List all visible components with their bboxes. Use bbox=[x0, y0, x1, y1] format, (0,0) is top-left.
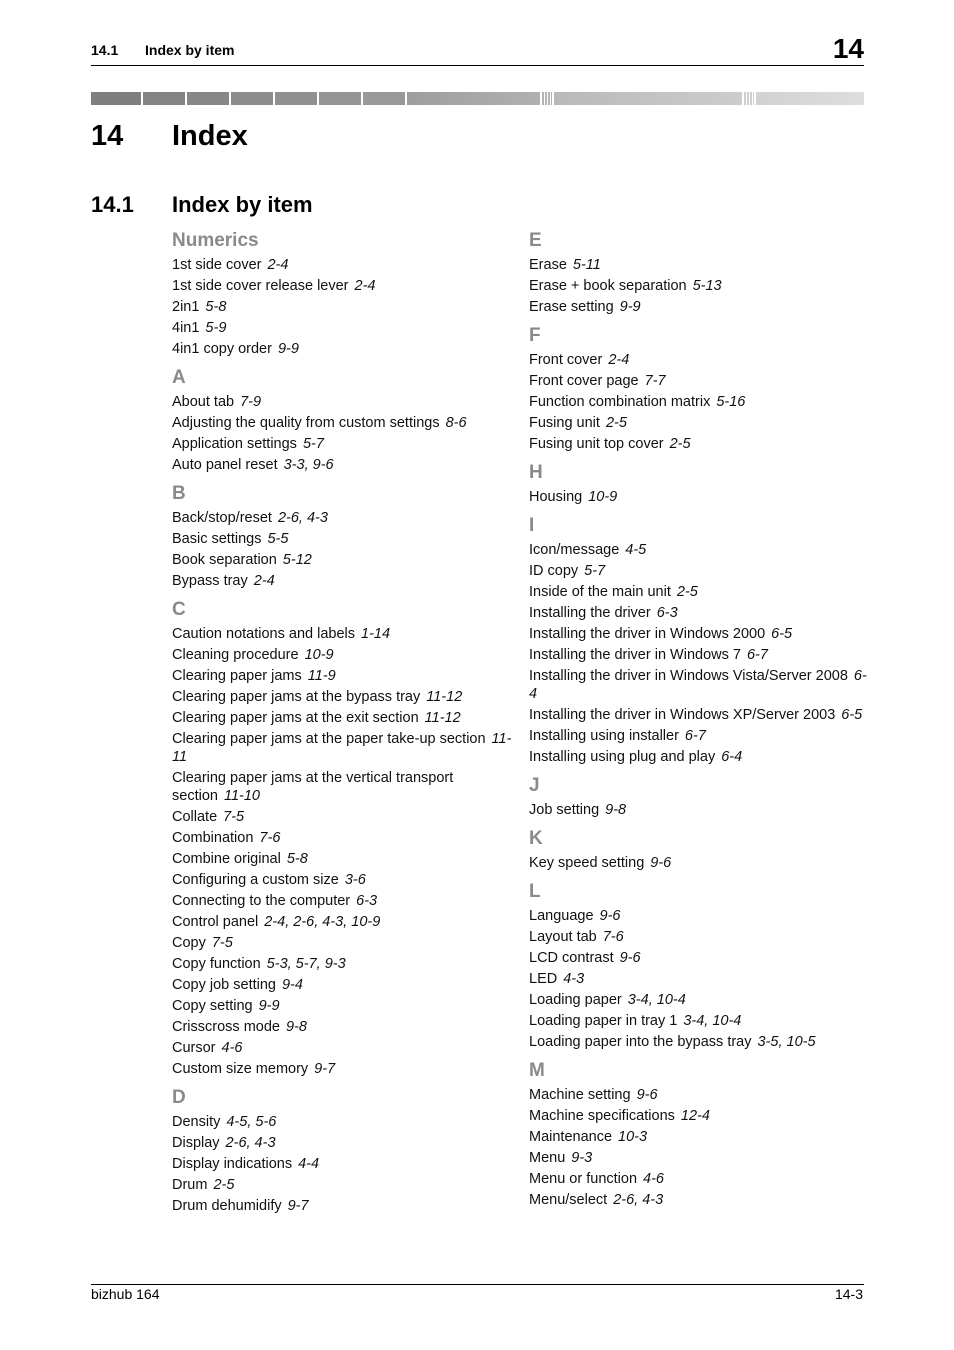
index-page-ref[interactable]: 4-4 bbox=[298, 1155, 320, 1172]
index-term: Configuring a custom size bbox=[172, 871, 339, 888]
index-entry bbox=[529, 296, 869, 317]
bar-segment bbox=[363, 92, 407, 105]
index-term: Copy setting bbox=[172, 997, 253, 1014]
index-group bbox=[529, 323, 869, 454]
index-entry bbox=[172, 412, 512, 433]
index-page-ref[interactable]: 9-4 bbox=[281, 976, 303, 993]
index-page-ref[interactable]: 5-11 bbox=[572, 256, 601, 273]
index-entry bbox=[172, 911, 512, 932]
index-entry bbox=[529, 926, 869, 947]
index-page-ref[interactable]: 10-9 bbox=[304, 646, 334, 663]
index-term: Copy job setting bbox=[172, 976, 276, 993]
index-entry bbox=[529, 391, 869, 412]
index-term: Copy bbox=[172, 934, 206, 951]
index-letter-heading: B bbox=[172, 483, 186, 504]
chapter-number: 14 bbox=[91, 120, 124, 152]
index-term: Custom size memory bbox=[172, 1060, 309, 1077]
footer-product: bizhub 164 bbox=[91, 1286, 160, 1302]
index-page-ref[interactable]: 7-5 bbox=[223, 808, 245, 825]
index-entry bbox=[529, 349, 869, 370]
index-entry bbox=[172, 848, 512, 869]
index-page-ref[interactable]: 2-5 bbox=[676, 583, 698, 600]
index-page-ref[interactable]: 3-4, 10-4 bbox=[627, 991, 686, 1008]
index-term: Drum dehumidify bbox=[172, 1197, 282, 1214]
index-term: Combine original bbox=[172, 850, 281, 867]
index-page-ref[interactable]: 2-6, 4-3 bbox=[613, 1191, 664, 1208]
index-entry bbox=[529, 1189, 869, 1210]
index-term: Language bbox=[529, 907, 594, 924]
bar-segment bbox=[275, 92, 319, 105]
index-page-ref[interactable]: 9-8 bbox=[285, 1018, 307, 1035]
bar-segment bbox=[143, 92, 187, 105]
index-page-ref[interactable]: 5-8 bbox=[286, 850, 308, 867]
index-page-ref[interactable]: 2-6, 4-3 bbox=[277, 509, 328, 526]
index-page-ref[interactable]: 4-6 bbox=[221, 1039, 243, 1056]
index-term: Erase setting bbox=[529, 298, 614, 315]
index-group bbox=[529, 460, 869, 507]
index-page-ref[interactable]: 6-4 bbox=[529, 667, 867, 702]
index-entry bbox=[172, 1195, 512, 1216]
index-page-ref[interactable]: 2-4 bbox=[267, 256, 289, 273]
index-entry bbox=[172, 623, 512, 644]
index-term: Display bbox=[172, 1134, 220, 1151]
index-entry bbox=[172, 1016, 512, 1037]
index-term: Collate bbox=[172, 808, 218, 825]
index-entry bbox=[172, 317, 512, 338]
index-term: Front cover page bbox=[529, 372, 639, 389]
index-entry bbox=[529, 1031, 869, 1052]
index-page-ref[interactable]: 11-12 bbox=[424, 709, 461, 726]
bar-segment bbox=[407, 92, 542, 105]
index-page-ref[interactable]: 10-3 bbox=[618, 1128, 648, 1145]
index-term: LCD contrast bbox=[529, 949, 614, 966]
running-header bbox=[91, 42, 234, 58]
index-entry bbox=[529, 704, 869, 725]
index-page-ref[interactable]: 6-7 bbox=[746, 646, 768, 663]
index-entry bbox=[172, 974, 512, 995]
index-entry bbox=[529, 746, 869, 767]
index-entry bbox=[172, 338, 512, 359]
index-group bbox=[529, 1058, 869, 1210]
index-entry bbox=[529, 433, 869, 454]
index-term: Connecting to the computer bbox=[172, 892, 351, 909]
index-page-ref[interactable]: 2-4 bbox=[608, 351, 630, 368]
bar-segment bbox=[542, 92, 554, 105]
section-title bbox=[91, 191, 313, 219]
index-page-ref[interactable]: 5-7 bbox=[584, 562, 606, 579]
index-page-ref[interactable]: 9-9 bbox=[277, 340, 299, 357]
index-entry bbox=[172, 707, 512, 728]
bar-segment bbox=[187, 92, 231, 105]
index-term: Clearing paper jams at the exit section bbox=[172, 709, 419, 726]
index-term: Cursor bbox=[172, 1039, 216, 1056]
index-entry bbox=[529, 1010, 869, 1031]
index-entry bbox=[172, 1174, 512, 1195]
index-entry bbox=[172, 665, 512, 686]
index-entry bbox=[529, 725, 869, 746]
bar-segment bbox=[756, 92, 864, 105]
index-term: 1st side cover release lever bbox=[172, 277, 349, 294]
index-term: Control panel bbox=[172, 913, 259, 930]
index-term: 4in1 bbox=[172, 319, 200, 336]
index-letter-heading: M bbox=[529, 1060, 545, 1081]
index-entry bbox=[172, 827, 512, 848]
index-page-ref[interactable]: 4-5 bbox=[625, 541, 647, 558]
index-entry bbox=[172, 549, 512, 570]
index-term: Menu bbox=[529, 1149, 566, 1166]
index-page-ref[interactable]: 5-5 bbox=[267, 530, 289, 547]
index-page-ref[interactable]: 4-3 bbox=[563, 970, 585, 987]
index-letter-heading: K bbox=[529, 828, 543, 849]
index-entry bbox=[529, 370, 869, 391]
index-group bbox=[529, 513, 869, 767]
index-page-ref[interactable]: 7-6 bbox=[259, 829, 281, 846]
index-term: Cleaning procedure bbox=[172, 646, 299, 663]
index-term: Installing using installer bbox=[529, 727, 679, 744]
index-group bbox=[172, 597, 512, 1079]
index-column-right bbox=[529, 228, 869, 1210]
footer-rule bbox=[91, 1284, 864, 1285]
index-page-ref[interactable]: 9-3 bbox=[571, 1149, 593, 1166]
index-entry bbox=[172, 1132, 512, 1153]
index-letter-heading: C bbox=[172, 599, 186, 620]
index-page-ref[interactable]: 9-6 bbox=[650, 854, 672, 871]
index-page-ref[interactable]: 9-7 bbox=[314, 1060, 336, 1077]
index-group bbox=[529, 228, 869, 317]
index-entry bbox=[529, 560, 869, 581]
index-letter-heading: J bbox=[529, 775, 540, 796]
index-term: Machine setting bbox=[529, 1086, 631, 1103]
index-page-ref[interactable]: 8-6 bbox=[445, 414, 467, 431]
index-entry bbox=[529, 275, 869, 296]
index-term: Menu/select bbox=[529, 1191, 608, 1208]
index-term: Fusing unit top cover bbox=[529, 435, 664, 452]
index-entry bbox=[172, 1037, 512, 1058]
index-entry bbox=[172, 570, 512, 591]
bar-segment bbox=[744, 92, 756, 105]
index-entry bbox=[529, 602, 869, 623]
index-term: Installing the driver bbox=[529, 604, 651, 621]
index-term: Loading paper into the bypass tray bbox=[529, 1033, 752, 1050]
index-entry bbox=[529, 412, 869, 433]
index-entry bbox=[172, 391, 512, 412]
index-term: Back/stop/reset bbox=[172, 509, 272, 526]
index-entry bbox=[529, 665, 869, 704]
index-page-ref[interactable]: 4-6 bbox=[643, 1170, 664, 1187]
index-entry bbox=[529, 644, 869, 665]
index-entry bbox=[172, 254, 512, 275]
index-page-ref[interactable]: 6-3 bbox=[656, 604, 678, 621]
index-page-ref[interactable]: 2-5 bbox=[605, 414, 627, 431]
index-page-ref[interactable]: 9-6 bbox=[636, 1086, 658, 1103]
header-section-number: 14.1 bbox=[91, 42, 119, 58]
index-entry bbox=[172, 1058, 512, 1079]
index-term: Auto panel reset bbox=[172, 456, 278, 473]
index-entry bbox=[172, 767, 512, 806]
index-term: Drum bbox=[172, 1176, 208, 1193]
index-entry bbox=[172, 454, 512, 475]
index-entry bbox=[529, 905, 869, 926]
index-page-ref[interactable]: 2-5 bbox=[213, 1176, 235, 1193]
index-letter-heading: Numerics bbox=[172, 230, 259, 251]
index-entry bbox=[172, 728, 512, 767]
index-term: Front cover bbox=[529, 351, 603, 368]
index-term: Display indications bbox=[172, 1155, 293, 1172]
index-page-ref[interactable]: 5-13 bbox=[692, 277, 722, 294]
index-term: Clearing paper jams at the paper take-up section bbox=[172, 730, 486, 747]
index-entry bbox=[172, 433, 512, 454]
index-term: Key speed setting bbox=[529, 854, 645, 871]
index-entry bbox=[529, 1168, 869, 1189]
index-page-ref[interactable]: 3-6 bbox=[344, 871, 366, 888]
index-page-ref[interactable]: 6-5 bbox=[841, 706, 863, 723]
section-number: 14.1 bbox=[91, 192, 134, 217]
index-entry bbox=[529, 623, 869, 644]
index-entry bbox=[529, 1084, 869, 1105]
index-term: Maintenance bbox=[529, 1128, 613, 1145]
bar-segment bbox=[554, 92, 744, 105]
index-page-ref[interactable]: 2-5 bbox=[669, 435, 691, 452]
index-page-ref[interactable]: 4-5, 5-6 bbox=[226, 1113, 277, 1130]
index-page-ref[interactable]: 7-9 bbox=[240, 393, 262, 410]
index-page-ref[interactable]: 10-9 bbox=[588, 488, 618, 505]
bar-segment bbox=[231, 92, 275, 105]
index-page-ref[interactable]: 3-3, 9-6 bbox=[283, 456, 334, 473]
index-page-ref[interactable]: 11-9 bbox=[307, 667, 336, 684]
index-entry bbox=[172, 869, 512, 890]
index-page-ref[interactable]: 5-16 bbox=[716, 393, 746, 410]
index-term: Caution notations and labels bbox=[172, 625, 355, 642]
index-page-ref[interactable]: 2-4 bbox=[354, 277, 376, 294]
index-term: Combination bbox=[172, 829, 254, 846]
index-term: Installing using plug and play bbox=[529, 748, 716, 765]
index-group bbox=[172, 1085, 512, 1216]
section-name: Index by item bbox=[172, 192, 313, 217]
index-term: Book separation bbox=[172, 551, 277, 568]
index-entry bbox=[529, 968, 869, 989]
index-group bbox=[172, 228, 512, 359]
index-term: Clearing paper jams bbox=[172, 667, 302, 684]
index-entry bbox=[529, 799, 869, 820]
index-entry bbox=[172, 932, 512, 953]
index-term: Installing the driver in Windows 7 bbox=[529, 646, 741, 663]
index-term: Loading paper bbox=[529, 991, 622, 1008]
index-page-ref[interactable]: 7-6 bbox=[602, 928, 624, 945]
index-letter-heading: I bbox=[529, 515, 535, 536]
index-term: LED bbox=[529, 970, 558, 987]
index-entry bbox=[172, 644, 512, 665]
index-entry bbox=[172, 1153, 512, 1174]
index-term: Erase + book separation bbox=[529, 277, 687, 294]
index-entry bbox=[172, 296, 512, 317]
index-term: About tab bbox=[172, 393, 235, 410]
index-term: Layout tab bbox=[529, 928, 597, 945]
index-term: Bypass tray bbox=[172, 572, 248, 589]
index-term: Menu or function bbox=[529, 1170, 638, 1187]
index-group bbox=[172, 481, 512, 591]
index-term: Adjusting the quality from custom settings bbox=[172, 414, 440, 431]
index-group bbox=[529, 826, 869, 873]
index-page-ref[interactable]: 6-5 bbox=[771, 625, 793, 642]
index-term: 1st side cover bbox=[172, 256, 262, 273]
index-term: ID copy bbox=[529, 562, 579, 579]
index-term: Clearing paper jams at the vertical transport section bbox=[172, 769, 454, 804]
index-entry bbox=[529, 581, 869, 602]
index-page-ref[interactable]: 5-9 bbox=[205, 319, 227, 336]
index-term: Installing the driver in Windows XP/Server 2003 bbox=[529, 706, 836, 723]
index-entry bbox=[529, 539, 869, 560]
index-term: Clearing paper jams at the bypass tray bbox=[172, 688, 421, 705]
index-letter-heading: H bbox=[529, 462, 543, 483]
index-term: Application settings bbox=[172, 435, 297, 452]
index-page-ref[interactable]: 3-5, 10-5 bbox=[757, 1033, 816, 1050]
index-letter-heading: L bbox=[529, 881, 541, 902]
index-entry bbox=[529, 254, 869, 275]
index-entry bbox=[529, 947, 869, 968]
chapter-title bbox=[91, 118, 248, 154]
index-term: Installing the driver in Windows Vista/Server 2008 bbox=[529, 667, 848, 684]
index-page-ref[interactable]: 1-14 bbox=[361, 625, 391, 642]
footer-page-number: 14-3 bbox=[834, 1286, 863, 1302]
index-entry bbox=[529, 486, 869, 507]
bar-segment bbox=[319, 92, 363, 105]
index-page-ref[interactable]: 9-6 bbox=[619, 949, 641, 966]
index-letter-heading: E bbox=[529, 230, 542, 251]
index-term: Copy function bbox=[172, 955, 261, 972]
index-entry bbox=[172, 806, 512, 827]
index-term: 4in1 copy order bbox=[172, 340, 272, 357]
index-page-ref[interactable]: 2-4, 2-6, 4-3, 10-9 bbox=[264, 913, 381, 930]
index-term: Icon/message bbox=[529, 541, 620, 558]
index-group bbox=[529, 879, 869, 1052]
index-page-ref[interactable]: 9-9 bbox=[258, 997, 280, 1014]
index-page-ref[interactable]: 7-5 bbox=[211, 934, 233, 951]
index-page-ref[interactable]: 5-12 bbox=[282, 551, 312, 568]
header-section-title: Index by item bbox=[145, 42, 235, 58]
index-letter-heading: D bbox=[172, 1087, 186, 1108]
header-rule bbox=[91, 65, 864, 66]
index-term: Inside of the main unit bbox=[529, 583, 671, 600]
index-entry bbox=[172, 528, 512, 549]
header-chapter-number: 14 bbox=[832, 33, 864, 64]
index-page-ref[interactable]: 9-6 bbox=[599, 907, 621, 924]
index-page-ref[interactable]: 7-7 bbox=[644, 372, 666, 389]
index-term: Installing the driver in Windows 2000 bbox=[529, 625, 766, 642]
index-term: Housing bbox=[529, 488, 583, 505]
index-page-ref[interactable]: 2-4 bbox=[253, 572, 275, 589]
index-page-ref[interactable]: 5-7 bbox=[302, 435, 324, 452]
index-page-ref[interactable]: 6-3 bbox=[356, 892, 378, 909]
index-entry bbox=[529, 1105, 869, 1126]
index-term: Job setting bbox=[529, 801, 600, 818]
index-page-ref[interactable]: 5-8 bbox=[205, 298, 227, 315]
index-entry bbox=[172, 686, 512, 707]
index-term: Machine specifications bbox=[529, 1107, 675, 1124]
index-page-ref[interactable]: 11-11 bbox=[172, 730, 512, 765]
index-entry bbox=[172, 507, 512, 528]
index-group bbox=[529, 773, 869, 820]
index-entry bbox=[529, 1147, 869, 1168]
index-term: Loading paper in tray 1 bbox=[529, 1012, 678, 1029]
index-entry bbox=[172, 953, 512, 974]
bar-segment bbox=[91, 92, 143, 105]
index-term: Erase bbox=[529, 256, 567, 273]
index-letter-heading: A bbox=[172, 367, 186, 388]
index-group bbox=[172, 365, 512, 475]
index-page-ref[interactable]: 2-6, 4-3 bbox=[225, 1134, 276, 1151]
index-entry bbox=[529, 852, 869, 873]
index-term: Fusing unit bbox=[529, 414, 600, 431]
index-page-ref[interactable]: 11-10 bbox=[223, 787, 260, 804]
index-entry bbox=[529, 989, 869, 1010]
index-page-ref[interactable]: 6-4 bbox=[721, 748, 743, 765]
index-page-ref[interactable]: 3-4, 10-4 bbox=[683, 1012, 742, 1029]
index-page-ref[interactable]: 6-7 bbox=[684, 727, 706, 744]
index-page-ref[interactable]: 11-12 bbox=[426, 688, 463, 705]
index-term: Density bbox=[172, 1113, 221, 1130]
index-term: Basic settings bbox=[172, 530, 262, 547]
decorative-bar bbox=[91, 92, 864, 105]
index-term: 2in1 bbox=[172, 298, 200, 315]
index-page-ref[interactable]: 12-4 bbox=[680, 1107, 710, 1124]
index-page-ref[interactable]: 9-7 bbox=[287, 1197, 309, 1214]
index-page-ref[interactable]: 9-9 bbox=[619, 298, 641, 315]
index-entry bbox=[172, 1111, 512, 1132]
index-entry bbox=[172, 890, 512, 911]
index-column-left bbox=[172, 228, 512, 1216]
index-entry bbox=[172, 275, 512, 296]
index-page-ref[interactable]: 5-3, 5-7, 9-3 bbox=[266, 955, 346, 972]
index-term: Crisscross mode bbox=[172, 1018, 280, 1035]
index-page-ref[interactable]: 9-8 bbox=[605, 801, 627, 818]
chapter-name: Index bbox=[172, 120, 248, 152]
index-entry bbox=[172, 995, 512, 1016]
index-letter-heading: F bbox=[529, 325, 541, 346]
index-term: Function combination matrix bbox=[529, 393, 711, 410]
index-entry bbox=[529, 1126, 869, 1147]
